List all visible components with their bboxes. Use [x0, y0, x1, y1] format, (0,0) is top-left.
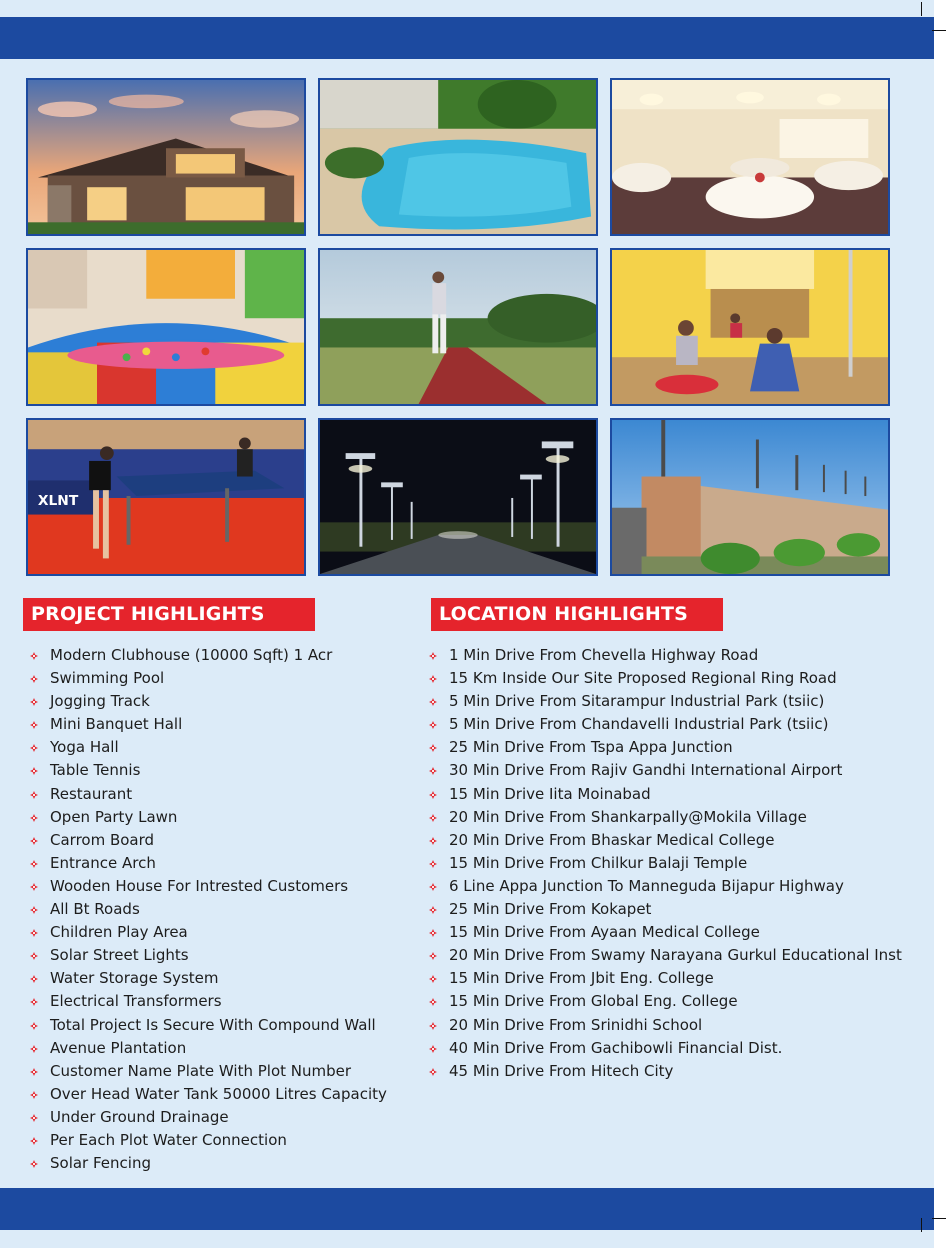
location-highlight-item: [425, 967, 925, 990]
location-highlight-item: [425, 759, 925, 782]
crop-mark: [932, 1218, 946, 1219]
bullet-icon: [429, 744, 437, 752]
project-highlight-item: [26, 1129, 406, 1152]
bullet-icon: [429, 929, 437, 937]
photo-jogging-track: [318, 248, 598, 406]
bullet-icon: [429, 998, 437, 1006]
bullet-icon: [429, 675, 437, 683]
location-highlights-list: [425, 644, 925, 1083]
list-item-text: Solar Fencing: [50, 1154, 151, 1173]
bullet-icon: [30, 767, 38, 775]
bullet-icon: [429, 652, 437, 660]
project-highlight-item: [26, 736, 406, 759]
bullet-icon: [429, 721, 437, 729]
photo-banquet-hall: [610, 78, 890, 236]
crop-mark: [932, 30, 946, 31]
location-highlight-item: [425, 667, 925, 690]
crop-mark: [921, 2, 922, 16]
bullet-icon: [429, 860, 437, 868]
list-item-text: Electrical Transformers: [50, 992, 222, 1011]
photo-swimming-pool: [318, 78, 598, 236]
location-highlight-item: [425, 990, 925, 1013]
project-highlight-item: [26, 967, 406, 990]
list-item-text: Children Play Area: [50, 923, 188, 942]
location-highlights-heading: LOCATION HIGHLIGHTS: [431, 598, 723, 631]
bullet-icon: [30, 1137, 38, 1145]
bullet-icon: [30, 952, 38, 960]
project-highlight-item: [26, 1060, 406, 1083]
bullet-icon: [429, 906, 437, 914]
list-item-text: 45 Min Drive From Hitech City: [449, 1061, 674, 1080]
photo-compound-wall: [610, 418, 890, 576]
project-highlight-item: [26, 921, 406, 944]
photo-solar-street-lights: [318, 418, 598, 576]
location-highlight-item: [425, 806, 925, 829]
bullet-icon: [429, 1022, 437, 1030]
bullet-icon: [30, 814, 38, 822]
location-highlight-item: [425, 783, 925, 806]
photo-clubhouse: [26, 78, 306, 236]
project-highlight-item: [26, 875, 406, 898]
bullet-icon: [429, 767, 437, 775]
project-highlight-item: [26, 944, 406, 967]
list-item-text: Over Head Water Tank 50000 Litres Capacity: [50, 1084, 387, 1103]
location-highlight-item: [425, 1037, 925, 1060]
list-item-text: 30 Min Drive From Rajiv Gandhi International Airport: [449, 761, 843, 780]
list-item-text: 15 Min Drive From Jbit Eng. College: [449, 969, 714, 988]
bullet-icon: [429, 791, 437, 799]
bullet-icon: [429, 814, 437, 822]
bullet-icon: [30, 1160, 38, 1168]
project-highlight-item: [26, 806, 406, 829]
project-highlight-item: [26, 1152, 406, 1175]
bullet-icon: [429, 1068, 437, 1076]
crop-mark: [921, 1218, 922, 1232]
list-item-text: Avenue Plantation: [50, 1038, 187, 1057]
header-band: [0, 17, 934, 59]
bullet-icon: [30, 744, 38, 752]
bullet-icon: [30, 860, 38, 868]
list-item-text: 5 Min Drive From Sitarampur Industrial Park (tsiic): [449, 692, 825, 711]
location-highlight-item: [425, 875, 925, 898]
location-highlight-item: [425, 1014, 925, 1037]
bullet-icon: [429, 698, 437, 706]
list-item-text: 25 Min Drive From Kokapet: [449, 900, 652, 919]
location-highlight-item: [425, 921, 925, 944]
location-highlight-item: [425, 829, 925, 852]
bullet-icon: [429, 952, 437, 960]
location-highlight-item: [425, 898, 925, 921]
photo-children-play-area: [26, 248, 306, 406]
project-highlights-list: [26, 644, 406, 1175]
list-item-text: Customer Name Plate With Plot Number: [50, 1061, 352, 1080]
list-item-text: Carrom Board: [50, 830, 155, 849]
list-item-text: Restaurant: [50, 784, 133, 803]
list-item-text: 15 Min Drive From Global Eng. College: [449, 992, 738, 1011]
list-item-text: Total Project Is Secure With Compound Wall: [50, 1015, 376, 1034]
list-item-text: Under Ground Drainage: [50, 1107, 229, 1126]
project-highlight-item: [26, 1106, 406, 1129]
location-highlight-item: [425, 690, 925, 713]
bullet-icon: [30, 1045, 38, 1053]
location-highlight-item: [425, 852, 925, 875]
list-item-text: Solar Street Lights: [50, 946, 189, 965]
location-highlight-item: [425, 644, 925, 667]
list-item-text: 20 Min Drive From Bhaskar Medical College: [449, 830, 775, 849]
list-item-text: Jogging Track: [50, 692, 150, 711]
project-highlight-item: [26, 1083, 406, 1106]
bullet-icon: [30, 721, 38, 729]
list-item-text: 15 Min Drive Iita Moinabad: [449, 784, 651, 803]
location-highlight-item: [425, 1060, 925, 1083]
list-item-text: Modern Clubhouse (10000 Sqft) 1 Acr: [50, 646, 333, 664]
list-item-text: 20 Min Drive From Srinidhi School: [449, 1015, 703, 1034]
location-highlight-item: [425, 713, 925, 736]
location-highlight-item: [425, 944, 925, 967]
bullet-icon: [30, 675, 38, 683]
list-item-text: Per Each Plot Water Connection: [50, 1130, 287, 1149]
list-item-text: Yoga Hall: [50, 738, 119, 757]
list-item-text: Swimming Pool: [50, 669, 165, 688]
project-highlight-item: [26, 759, 406, 782]
bullet-icon: [429, 1045, 437, 1053]
list-item-text: 20 Min Drive From Swamy Narayana Gurkul Educational Inst: [449, 946, 902, 965]
project-highlights-heading: PROJECT HIGHLIGHTS: [23, 598, 315, 631]
project-highlight-item: [26, 667, 406, 690]
bullet-icon: [30, 906, 38, 914]
list-item-text: Mini Banquet Hall: [50, 715, 183, 734]
project-highlight-item: [26, 690, 406, 713]
bullet-icon: [30, 998, 38, 1006]
bullet-icon: [429, 883, 437, 891]
bullet-icon: [429, 975, 437, 983]
bullet-icon: [30, 1114, 38, 1122]
project-highlight-item: [26, 1037, 406, 1060]
list-item-text: Wooden House For Intrested Customers: [50, 876, 349, 895]
list-item-text: 15 Min Drive From Ayaan Medical College: [449, 923, 760, 942]
list-item-text: 25 Min Drive From Tspa Appa Junction: [449, 738, 733, 757]
photo-yoga-hall: [610, 248, 890, 406]
list-item-text: 15 Min Drive From Chilkur Balaji Temple: [449, 853, 748, 872]
bullet-icon: [30, 698, 38, 706]
list-item-text: 40 Min Drive From Gachibowli Financial Dist.: [449, 1038, 783, 1057]
banner-brand-text: XLNT: [37, 492, 79, 509]
list-item-text: 20 Min Drive From Shankarpally@Mokila Village: [449, 807, 807, 826]
list-item-text: 15 Km Inside Our Site Proposed Regional Ring Road: [449, 669, 837, 688]
project-highlight-item: [26, 1014, 406, 1037]
list-item-text: Table Tennis: [50, 761, 141, 780]
footer-band: [0, 1188, 934, 1230]
bullet-icon: [30, 652, 38, 660]
list-item-text: Entrance Arch: [50, 853, 156, 872]
project-highlight-item: [26, 990, 406, 1013]
project-highlight-item: [26, 898, 406, 921]
list-item-text: Open Party Lawn: [50, 807, 178, 826]
list-item-text: 1 Min Drive From Chevella Highway Road: [449, 646, 759, 664]
project-highlight-item: [26, 713, 406, 736]
list-item-text: All Bt Roads: [50, 900, 140, 919]
list-item-text: 5 Min Drive From Chandavelli Industrial Park (tsiic): [449, 715, 829, 734]
list-item-text: 6 Line Appa Junction To Manneguda Bijapur Highway: [449, 876, 844, 895]
bullet-icon: [30, 929, 38, 937]
project-highlight-item: [26, 829, 406, 852]
project-highlight-item: [26, 783, 406, 806]
list-item-text: Water Storage System: [50, 969, 219, 988]
photo-table-tennis: [26, 418, 306, 576]
bullet-icon: [30, 837, 38, 845]
bullet-icon: [30, 1091, 38, 1099]
bullet-icon: [30, 883, 38, 891]
bullet-icon: [429, 837, 437, 845]
bullet-icon: [30, 1022, 38, 1030]
project-highlight-item: [26, 644, 406, 667]
bullet-icon: [30, 975, 38, 983]
bullet-icon: [30, 1068, 38, 1076]
bullet-icon: [30, 791, 38, 799]
location-highlight-item: [425, 736, 925, 759]
project-highlight-item: [26, 852, 406, 875]
